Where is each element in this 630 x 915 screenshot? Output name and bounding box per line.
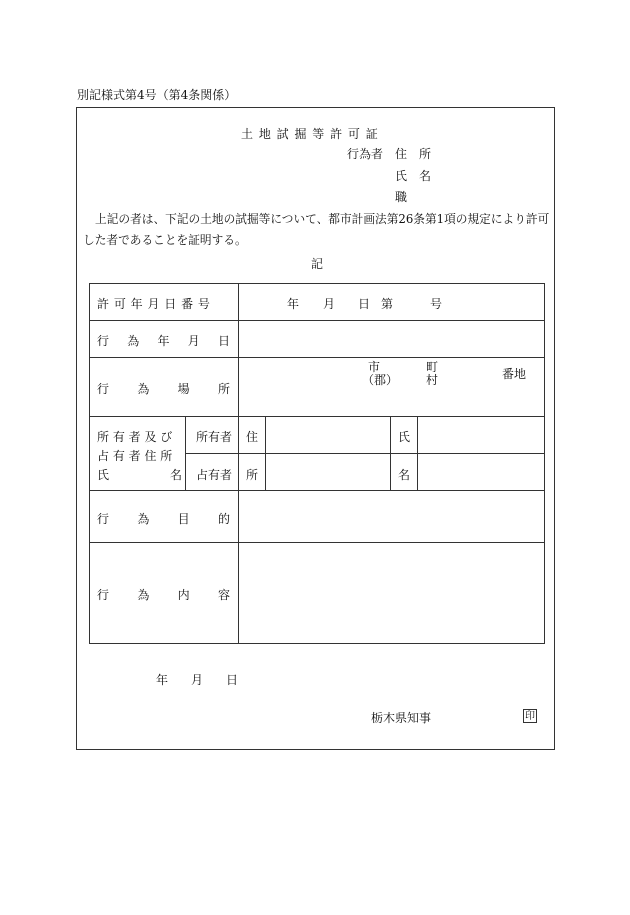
place-town: 町 xyxy=(426,360,439,374)
action-place-label: 行 為 場 所 xyxy=(97,382,230,396)
actor-group-label: 行為者 xyxy=(347,147,384,161)
place-banchi: 番地 xyxy=(502,367,527,381)
owners-label-line-3-right: 名 xyxy=(170,468,183,482)
permit-go: 号 xyxy=(430,297,443,311)
actor-address-label: 住 所 xyxy=(395,147,432,161)
permit-year: 年 xyxy=(287,297,300,311)
seal-mark: 印 xyxy=(525,711,535,722)
issue-day: 日 xyxy=(226,673,239,687)
issue-month: 月 xyxy=(191,673,204,687)
statement-line-2: した者であることを証明する。 xyxy=(83,233,247,247)
issuer-name: 栃木県知事 xyxy=(371,711,432,725)
permit-dai: 第 xyxy=(381,297,394,311)
owners-label-line-3-left: 氏 xyxy=(97,468,110,482)
place-gun: （郡） xyxy=(362,373,399,387)
owner-name-top: 氏 xyxy=(398,430,411,444)
statement-line-1: 上記の者は、下記の土地の試掘等について、都市計画法第26条第1項の規定により許可 xyxy=(95,212,550,226)
place-city: 市 xyxy=(368,360,381,374)
ki-label: 記 xyxy=(311,257,324,271)
owner-address-top: 住 xyxy=(246,430,259,444)
owners-label-line-2: 占 有 者 住 所 xyxy=(97,449,173,463)
occupant-label: 占有者 xyxy=(196,468,233,482)
action-date-label: 行 為 年 月 日 xyxy=(97,334,230,348)
actor-position-label: 職 xyxy=(395,190,408,204)
actor-name-label: 氏 名 xyxy=(395,169,432,183)
form-label: 別記様式第4号（第4条関係） xyxy=(77,88,237,102)
permit-date-number-label: 許 可 年 月 日 番 号 xyxy=(97,297,211,311)
issue-year: 年 xyxy=(156,673,169,687)
owner-address-bottom: 所 xyxy=(246,468,259,482)
permit-day: 日 xyxy=(358,297,371,311)
permit-month: 月 xyxy=(323,297,336,311)
purpose-label: 行 為 目 的 xyxy=(97,512,230,526)
content-label: 行 為 内 容 xyxy=(97,588,230,602)
owners-label-line-1: 所 有 者 及 び xyxy=(97,430,173,444)
place-village: 村 xyxy=(426,373,439,387)
owner-name-bottom: 名 xyxy=(398,468,411,482)
owner-label: 所有者 xyxy=(196,430,233,444)
document-title: 土 地 試 掘 等 許 可 証 xyxy=(241,127,379,141)
